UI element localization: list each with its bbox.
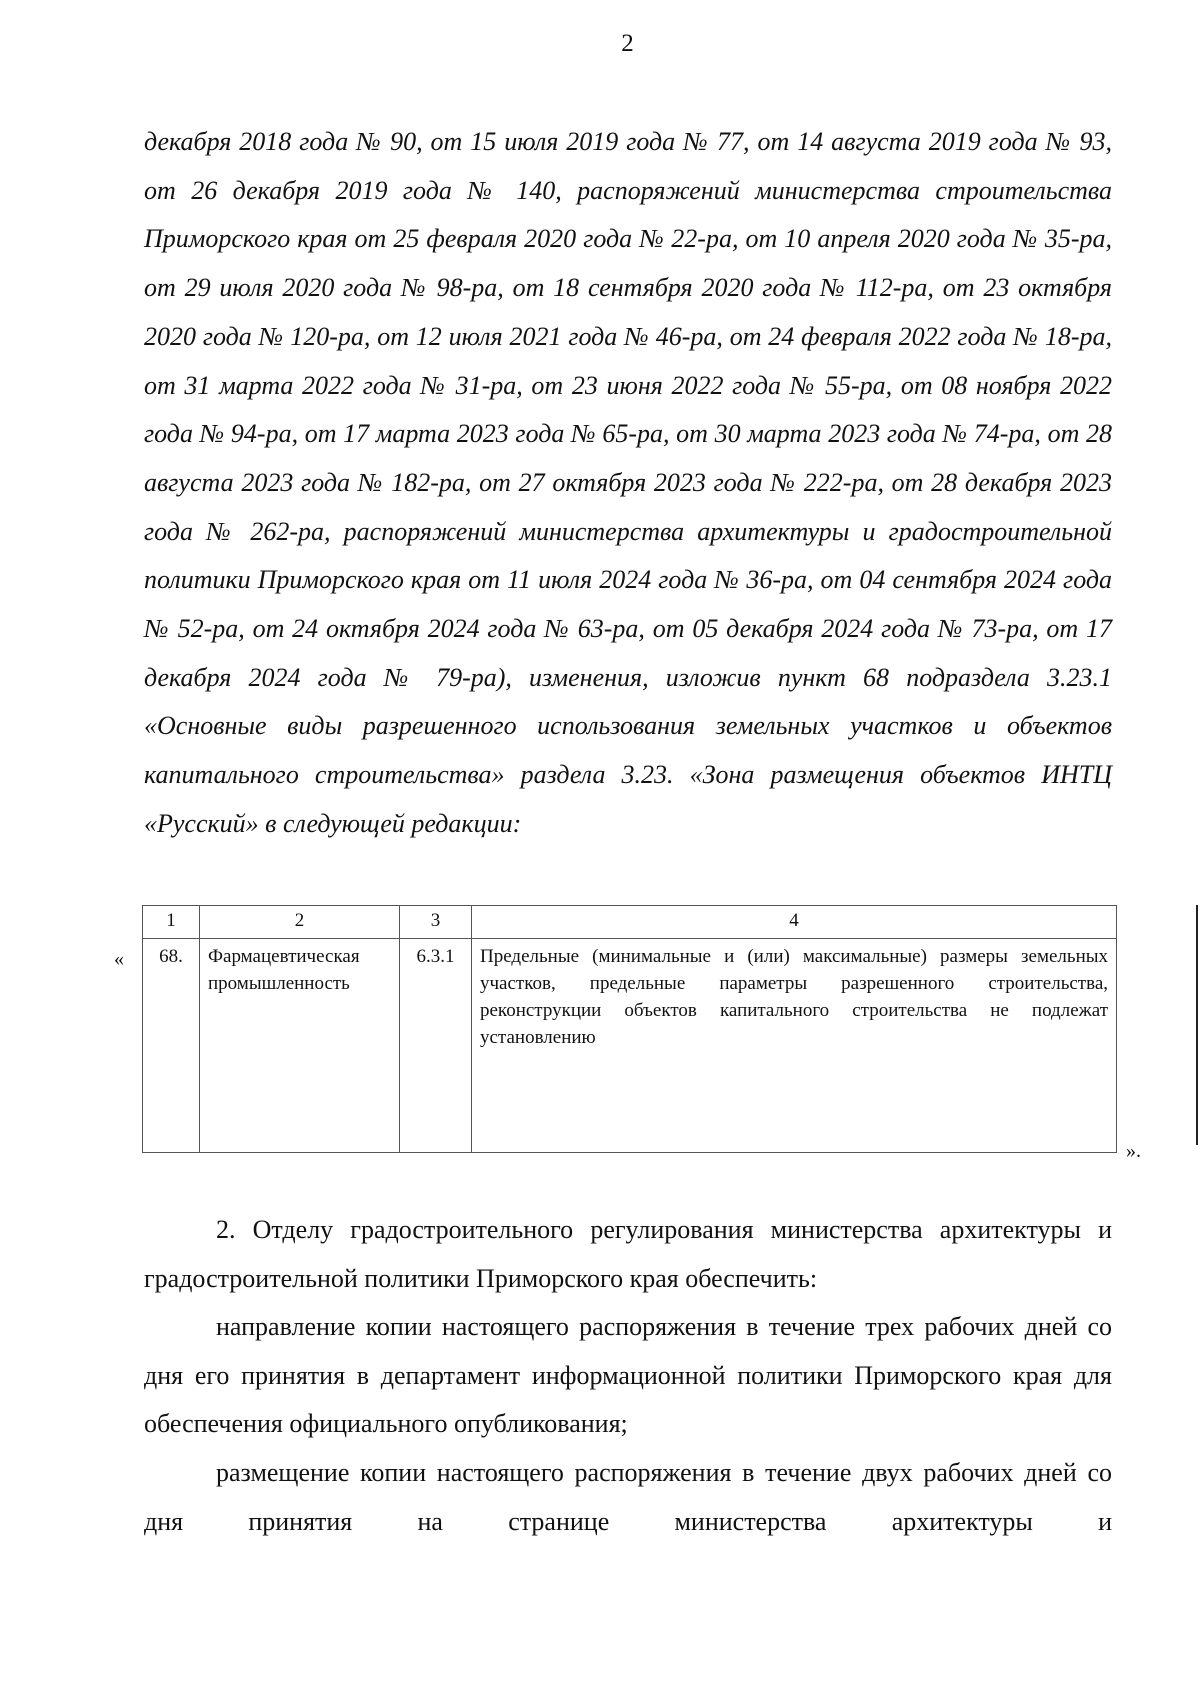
paragraph-placement: размещение копии настоящего распоряжения в течение двух рабочих дней со дня принятия на странице министерства архитектуры и <box>144 1458 1112 1536</box>
table-close-quote: ». <box>1126 1140 1141 1162</box>
table-row <box>143 939 1117 1153</box>
table-header-cell: 3 <box>400 906 472 939</box>
zone-table <box>142 905 1117 1153</box>
row-number-cell: 68. <box>143 939 200 1153</box>
table-header-cell: 4 <box>472 906 1117 939</box>
paragraph-publication: направление копии настоящего распоряжения в течение трех рабочих дней со дня его принятия в департамент информационной политики Приморского края для обеспечения официального опубликования; <box>144 1312 1112 1439</box>
table-header-cell: 2 <box>200 906 400 939</box>
row-code-cell: 6.3.1 <box>400 939 472 1153</box>
row-description-cell: Предельные (минимальные и (или) максимальные) размеры земельных участков, предельные параметры разрешенного строительства, реконструкции объектов капитального строительства не подлежат установлению <box>472 939 1117 1153</box>
intro-paragraph: декабря 2018 года № 90, от 15 июля 2019 года № 77, от 14 августа 2019 года № 93, от 26 декабря 2019 года № 140, распоряжений министерства строительства Приморского края от 25 февраля 2020 года № 22-ра, от 10 апреля 2020 года № 35-ра, от 29 июля 2020 года № 98-ра, от 18 сентября 2020 года № 112-ра, от 23 октября 2020 года № 120-ра, от 12 июля 2021 года № 46-ра, от 24 февраля 2022 года № 18-ра, от 31 марта 2022 года № 31-ра, от 23 июня 2022 года № 55-ра, от 08 ноября 2022 года № 94-ра, от 17 марта 2023 года № 65-ра, от 30 марта 2023 года № 74-ра, от 28 августа 2023 года № 182-ра, от 27 октября 2023 года № 222-ра, от 28 декабря 2023 года № 262-ра, распоряжений министерства архитектуры и градостроительной политики Приморского края от 11 июля 2024 года № 36-ра, от 04 сентября 2024 года № 52-ра, от 24 октября 2024 года № 63-ра, от 05 декабря 2024 года № 73-ра, от 17 декабря 2024 года № 79-ра), изменения, изложив пункт 68 подраздела 3.23.1 «Основные виды разрешенного использования земельных участков и объектов капитального строительства» раздела 3.23. «Зона размещения объектов ИНТЦ «Русский» в следующей редакции: <box>144 127 1112 838</box>
zone-table-wrapper <box>142 905 1116 1153</box>
table-header-row <box>143 906 1117 939</box>
paragraph-item-2: 2. Отделу градостроительного регулирования министерства архитектуры и градостроительной политики Приморского края обеспечить: <box>144 1215 1112 1293</box>
table-header-cell: 1 <box>143 906 200 939</box>
margin-mark <box>1196 905 1198 1145</box>
row-name-cell: Фармацевтическая промышленность <box>200 939 400 1153</box>
page-number: 2 <box>621 30 634 57</box>
table-open-quote: « <box>114 948 124 970</box>
